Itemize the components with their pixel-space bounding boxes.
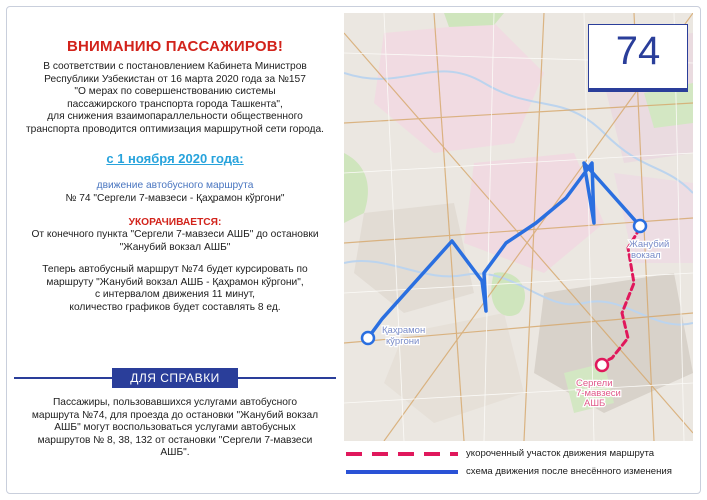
motion-label: движение автобусного маршрута xyxy=(96,180,254,191)
label-sergeli-2: 7-мавзеси xyxy=(576,388,621,399)
help-line: маршрута №74, для проезда до остановки "Жанубий вокзал xyxy=(31,409,319,421)
label-vokzal-2: вокзал xyxy=(631,250,661,261)
route-number-badge xyxy=(588,24,688,90)
label-kahramon-2: кўргони xyxy=(386,336,420,347)
help-line: маршрутов № 8, 38, 132 от остановки "Сергели 7-мавзеси xyxy=(37,434,313,446)
help-text xyxy=(14,397,336,460)
map-legend xyxy=(346,446,696,486)
route-number: 74 xyxy=(615,29,661,73)
legend-swatch-new-scheme xyxy=(346,470,458,474)
help-line: АШБ" могут воспользоваться услугами автобусных xyxy=(54,422,296,434)
legend-label-shortened: укороченный участок движения маршрута xyxy=(466,448,655,459)
new-route-line: с интервалом движения 11 минут, xyxy=(94,289,256,301)
new-route-text xyxy=(14,264,336,314)
legend-row-new-scheme xyxy=(346,464,696,480)
intro-line: пассажирского транспорта города Ташкента", xyxy=(67,98,283,110)
new-route-line: маршруту "Жанубий вокзал АШБ - Қаҳрамон кўргони", xyxy=(46,276,304,288)
shorten-text xyxy=(14,229,336,254)
stop-sergeli xyxy=(596,359,608,371)
intro-line: В соответствии с постановлением Кабинета Министров xyxy=(43,61,307,72)
legend-row-shortened xyxy=(346,446,696,462)
help-line: АШБ". xyxy=(160,447,190,459)
effective-date: с 1 ноября 2020 года: xyxy=(106,151,244,166)
stop-vokzal xyxy=(634,220,646,232)
legend-swatch-shortened xyxy=(346,452,458,456)
route-name: № 74 "Сергели 7-мавзеси - Қаҳрамон кўргони" xyxy=(65,193,285,204)
shorten-line: От конечного пункта "Сергели 7-мавзеси АШБ" до остановки xyxy=(31,229,319,240)
notice-intro xyxy=(14,61,336,137)
label-kahramon-1: Қаҳрамон xyxy=(382,325,426,336)
intro-line: Республики Узбекистан от 16 марта 2020 года за №157 xyxy=(44,73,306,85)
legend-label-new-scheme: схема движения после внесённого изменения xyxy=(466,466,672,477)
help-badge: ДЛЯ СПРАВКИ xyxy=(112,368,238,388)
route-number-underline xyxy=(588,88,688,92)
shorten-label: УКОРАЧИВАЕТСЯ: xyxy=(128,217,222,228)
intro-line: "О мерах по совершенствованию системы xyxy=(74,86,276,98)
label-sergeli-3: АШБ xyxy=(584,398,606,409)
new-route-line: Теперь автобусный маршрут №74 будет курсировать по xyxy=(42,264,308,275)
help-line: Пассажиры, пользовавшихся услугами автобусного xyxy=(52,397,298,408)
notice-title: ВНИМАНИЮ ПАССАЖИРОВ! xyxy=(66,38,284,55)
stop-kahramon xyxy=(362,332,374,344)
intro-line: для снижения взаимопараллельности общественного xyxy=(47,111,303,123)
label-vokzal-1: Жанубий xyxy=(629,239,670,250)
notice-panel xyxy=(14,18,336,488)
label-sergeli-1: Сергели xyxy=(576,378,613,389)
shorten-line: "Жанубий вокзал АШБ" xyxy=(119,241,231,253)
new-route-line: количество графиков будет составлять 8 ед. xyxy=(69,301,281,313)
intro-line: транспорта проводится оптимизация маршрутной сети города. xyxy=(26,123,324,135)
